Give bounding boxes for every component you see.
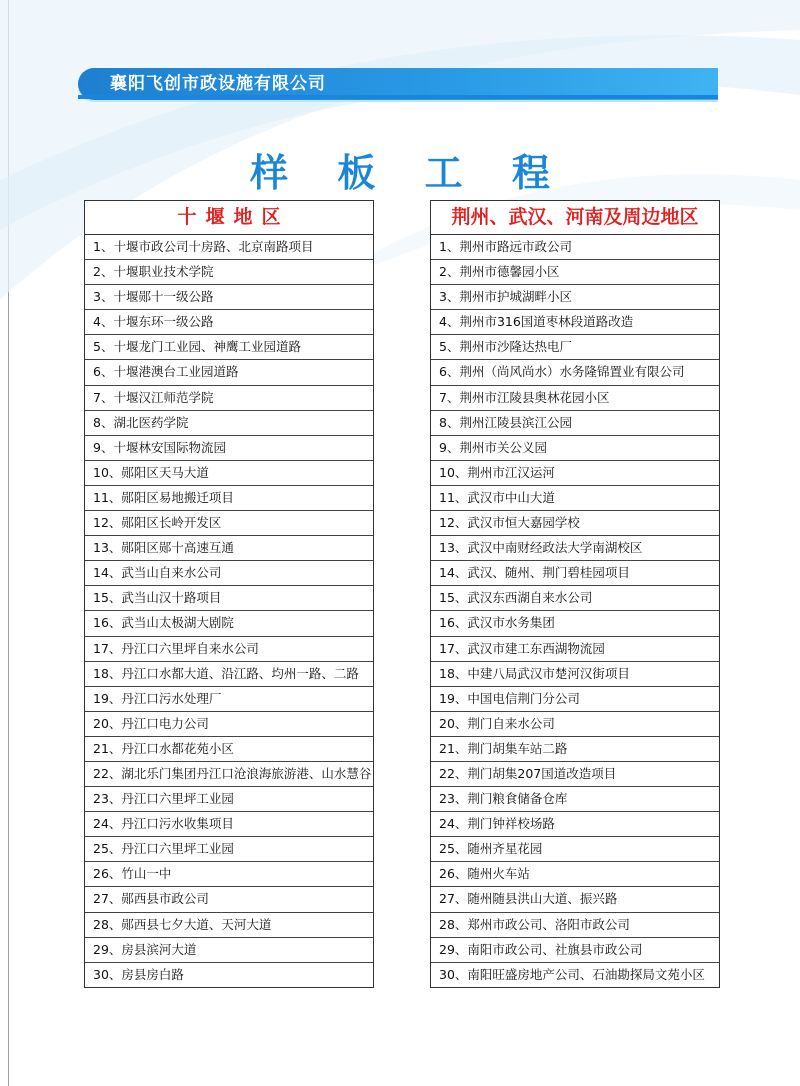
project-row: [431, 536, 719, 561]
project-row: [85, 411, 373, 436]
project-name: 3、十堰郧十一级公路: [93, 289, 214, 305]
project-row: [85, 360, 373, 385]
project-name: 26、竹山一中: [93, 866, 172, 882]
project-name: 24、丹江口污水收集项目: [93, 816, 234, 832]
project-name: 27、随州随县洪山大道、振兴路: [439, 891, 618, 907]
project-row: [85, 611, 373, 636]
project-row: [431, 486, 719, 511]
project-row: [431, 862, 719, 887]
region-title: 荆州、武汉、河南及周边地区: [431, 201, 719, 235]
shiyan-region-table: [84, 200, 374, 988]
project-row: [431, 335, 719, 360]
project-name: 10、荆州市江汉运河: [439, 464, 555, 480]
project-row: [85, 712, 373, 737]
project-row: [431, 386, 719, 411]
project-name: 29、房县滨河大道: [93, 941, 197, 957]
project-row: [431, 611, 719, 636]
project-row: [431, 511, 719, 536]
project-row: [85, 511, 373, 536]
project-row: [431, 461, 719, 486]
project-row: [85, 461, 373, 486]
project-row: [85, 386, 373, 411]
project-row: [85, 436, 373, 461]
project-row: [431, 837, 719, 862]
project-row: [85, 762, 373, 787]
project-name: 2、十堰职业技术学院: [93, 264, 214, 280]
project-name: 21、丹江口水都花苑小区: [93, 740, 234, 756]
project-row: [85, 586, 373, 611]
project-name: 30、房县房白路: [93, 966, 184, 982]
project-row: [431, 360, 719, 385]
project-name: 13、郧阳区郧十高速互通: [93, 540, 234, 556]
project-row: [85, 561, 373, 586]
project-name: 14、武当山自来水公司: [93, 565, 222, 581]
project-row: [431, 260, 719, 285]
project-name: 8、湖北医药学院: [93, 414, 189, 430]
project-row: [85, 486, 373, 511]
project-row: [85, 637, 373, 662]
project-row: [85, 536, 373, 561]
jingzhou-wuhan-henan-region-table: [430, 200, 720, 988]
project-name: 24、荆门钟祥校场路: [439, 816, 555, 832]
project-row: [431, 737, 719, 762]
project-name: 25、丹江口六里坪工业园: [93, 841, 234, 857]
project-name: 28、郧西县七夕大道、天河大道: [93, 916, 272, 932]
project-name: 14、武汉、随州、荆门碧桂园项目: [439, 565, 630, 581]
project-name: 9、十堰林安国际物流园: [93, 439, 226, 455]
project-name: 17、武汉市建工东西湖物流园: [439, 640, 605, 656]
project-name: 22、湖北乐门集团丹江口沧浪海旅游港、山水慧谷: [93, 765, 372, 781]
project-name: 12、郧阳区长岭开发区: [93, 515, 222, 531]
project-name: 5、荆州市沙隆达热电厂: [439, 339, 572, 355]
project-row: [85, 938, 373, 963]
project-name: 29、南阳市政公司、社旗县市政公司: [439, 941, 643, 957]
project-name: 10、郧阳区天马大道: [93, 464, 209, 480]
project-name: 7、荆州市江陵县奥林花园小区: [439, 389, 610, 405]
project-name: 11、武汉市中山大道: [439, 489, 555, 505]
project-name: 6、十堰港澳台工业园道路: [93, 364, 239, 380]
project-name: 12、武汉市恒大嘉园学校: [439, 515, 580, 531]
project-name: 4、荆州市316国道枣林段道路改造: [439, 314, 634, 330]
project-row: [431, 812, 719, 837]
project-name: 18、丹江口水都大道、沿江路、均州一路、二路: [93, 665, 359, 681]
project-name: 20、丹江口电力公司: [93, 715, 209, 731]
project-name: 1、荆州市路远市政公司: [439, 239, 572, 254]
project-name: 28、郑州市政公司、洛阳市政公司: [439, 916, 630, 932]
project-name: 4、十堰东环一级公路: [93, 314, 214, 330]
project-row: [85, 812, 373, 837]
project-name: 3、荆州市护城湖畔小区: [439, 289, 572, 305]
project-row: [85, 310, 373, 335]
project-name: 6、荆州（尚风尚水）水务隆锦置业有限公司: [439, 364, 685, 380]
project-row: [431, 887, 719, 912]
project-name: 21、荆门胡集车站二路: [439, 740, 568, 756]
project-name: 20、荆门自来水公司: [439, 715, 555, 731]
project-name: 22、荆门胡集207国道改造项目: [439, 765, 617, 781]
project-name: 13、武汉中南财经政法大学南湖校区: [439, 540, 643, 556]
project-row: [431, 285, 719, 310]
project-row: [85, 285, 373, 310]
project-row: [85, 235, 373, 260]
project-name: 19、丹江口污水处理厂: [93, 690, 222, 706]
project-row: [85, 862, 373, 887]
project-name: 26、随州火车站: [439, 866, 530, 882]
project-row: [85, 662, 373, 687]
project-name: 5、十堰龙门工业园、神鹰工业园道路: [93, 339, 301, 355]
project-name: 8、荆州江陵县滨江公园: [439, 414, 572, 430]
region-title: 十堰地区: [85, 201, 373, 235]
project-name: 30、南阳旺盛房地产公司、石油勘探局文苑小区: [439, 966, 705, 982]
project-name: 9、荆州市关公义园: [439, 439, 547, 455]
project-row: [431, 586, 719, 611]
project-row: [85, 913, 373, 938]
project-row: [431, 913, 719, 938]
project-list: [431, 235, 719, 987]
project-name: 1、十堰市政公司十房路、北京南路项目: [93, 239, 314, 254]
project-row: [431, 963, 719, 987]
project-row: [85, 687, 373, 712]
project-list: [85, 235, 373, 987]
project-name: 19、中国电信荆门分公司: [439, 690, 580, 706]
project-row: [431, 637, 719, 662]
project-row: [431, 687, 719, 712]
project-name: 17、丹江口六里坪自来水公司: [93, 640, 259, 656]
project-row: [431, 235, 719, 260]
project-row: [85, 787, 373, 812]
project-name: 16、武汉市水务集团: [439, 615, 555, 631]
project-row: [85, 260, 373, 285]
project-row: [431, 712, 719, 737]
project-row: [431, 938, 719, 963]
project-name: 2、荆州市德馨园小区: [439, 264, 560, 280]
project-row: [431, 561, 719, 586]
project-name: 23、荆门粮食储备仓库: [439, 791, 568, 807]
project-row: [431, 436, 719, 461]
project-name: 16、武当山太极湖大剧院: [93, 615, 234, 631]
project-name: 23、丹江口六里坪工业园: [93, 791, 234, 807]
page-title: 样 板 工 程: [250, 151, 568, 195]
project-row: [431, 310, 719, 335]
project-row: [431, 787, 719, 812]
project-name: 11、郧阳区易地搬迁项目: [93, 489, 234, 505]
project-row: [85, 837, 373, 862]
project-name: 18、中建八局武汉市楚河汉街项目: [439, 665, 630, 681]
project-name: 15、武当山汉十路项目: [93, 590, 222, 606]
project-row: [431, 762, 719, 787]
project-row: [85, 887, 373, 912]
project-name: 25、随州齐星花园: [439, 841, 543, 857]
company-name: 襄阳飞创市政设施有限公司: [110, 74, 326, 94]
project-row: [85, 737, 373, 762]
project-name: 7、十堰汉江师范学院: [93, 389, 214, 405]
project-row: [431, 662, 719, 687]
project-name: 27、郧西县市政公司: [93, 891, 209, 907]
project-row: [85, 963, 373, 987]
project-row: [431, 411, 719, 436]
project-name: 15、武汉东西湖自来水公司: [439, 590, 593, 606]
project-row: [85, 335, 373, 360]
